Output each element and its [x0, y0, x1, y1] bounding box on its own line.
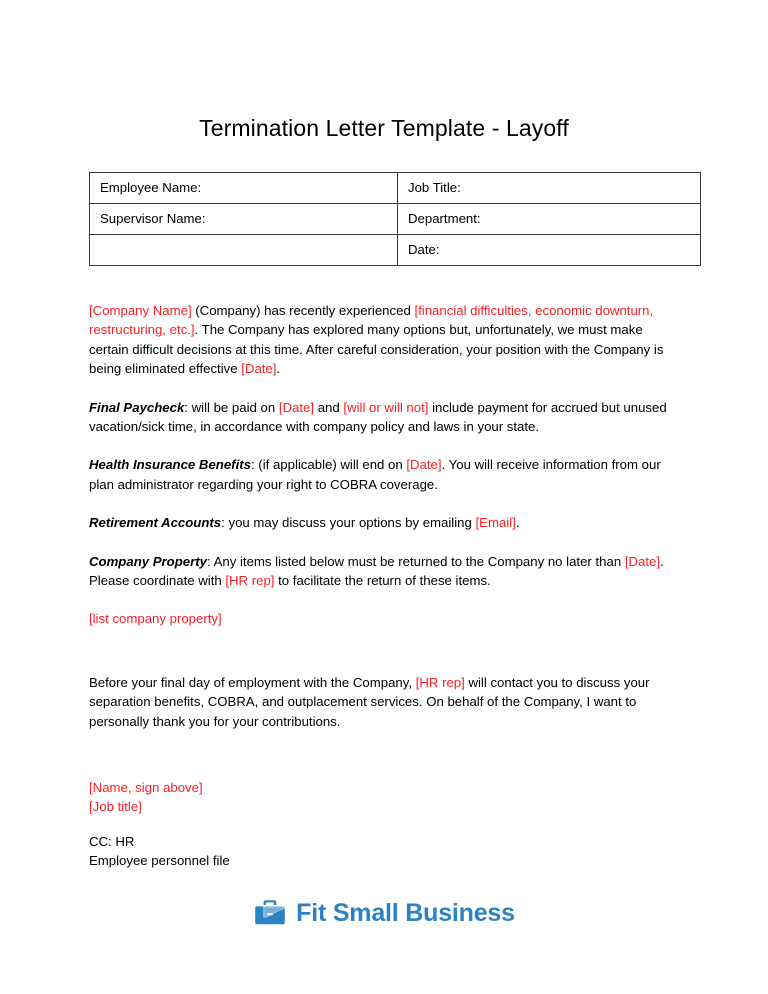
- placeholder-will-or-will-not[interactable]: [will or will not]: [343, 399, 429, 415]
- cc-block: [89, 832, 679, 871]
- employee-info-table: [89, 172, 701, 266]
- placeholder-email[interactable]: [Email]: [475, 515, 516, 531]
- retirement-text-1: : you may discuss your options by emailing: [221, 515, 476, 531]
- field-department[interactable]: Department:: [398, 204, 701, 235]
- placeholder-date-property[interactable]: [Date]: [624, 553, 660, 569]
- intro-text-2: . The Company has explored many options but, unfortunately, we must make certain difficult decisions at this time. After careful consideration, your position with the Company is being eliminated effective: [89, 322, 664, 377]
- label-health-insurance-benefits: Health Insurance Benefits: [89, 457, 251, 473]
- paragraph-final-paycheck: [89, 398, 679, 437]
- final-paycheck-text-2: and: [314, 399, 344, 415]
- label-final-paycheck: Final Paycheck: [89, 399, 185, 415]
- cc-line-hr: CC: HR: [89, 834, 135, 849]
- health-insurance-text-1: : (if applicable) will end on: [250, 457, 407, 473]
- paragraph-intro: [89, 301, 679, 379]
- label-retirement-accounts: Retirement Accounts: [89, 515, 222, 531]
- field-blank[interactable]: [90, 235, 398, 266]
- paragraph-company-property: [89, 552, 679, 591]
- table-row: [90, 173, 701, 204]
- table-row: [90, 235, 701, 266]
- field-employee-name[interactable]: Employee Name:: [90, 173, 398, 204]
- table-row: [90, 204, 701, 235]
- paragraph-retirement-accounts: [89, 513, 679, 532]
- intro-text-1: (Company) has recently experienced: [191, 303, 415, 318]
- paragraph-closing: [89, 673, 679, 731]
- intro-text-3: .: [276, 361, 281, 377]
- label-company-property: Company Property: [89, 553, 207, 569]
- placeholder-signer-name[interactable]: [Name, sign above]: [89, 780, 203, 795]
- final-paycheck-text-3: include payment for accrued but unused vacation/sick time, in accordance with company policy and laws in your state.: [89, 399, 667, 435]
- placeholder-list-company-property[interactable]: [list company property]: [89, 611, 222, 627]
- briefcase-icon: [253, 898, 287, 928]
- paragraph-health-insurance: [89, 455, 679, 494]
- retirement-text-2: .: [515, 515, 520, 531]
- company-property-text-3: to facilitate the return of these items.: [274, 573, 491, 589]
- page-title: Termination Letter Template - Layoff: [199, 115, 569, 141]
- field-supervisor-name[interactable]: Supervisor Name:: [90, 204, 398, 235]
- field-date[interactable]: Date:: [398, 235, 701, 266]
- placeholder-signer-job-title[interactable]: [Job title]: [89, 799, 142, 815]
- placeholder-date-paycheck[interactable]: [Date]: [278, 399, 315, 415]
- company-property-text-2: . Please coordinate with: [89, 553, 664, 589]
- final-paycheck-text-1: : will be paid on: [184, 399, 279, 415]
- health-insurance-text-2: . You will receive information from our plan administrator regarding your right to COBRA coverage.: [89, 457, 661, 492]
- placeholder-reason[interactable]: [financial difficulties, economic downturn, restructuring, etc.]: [89, 303, 654, 338]
- placeholder-date-health[interactable]: [Date]: [406, 457, 442, 473]
- placeholder-company-name[interactable]: [Company Name]: [89, 303, 192, 318]
- logo-wordmark: Fit Small Business: [296, 899, 515, 927]
- placeholder-hr-rep-closing[interactable]: [HR rep]: [415, 674, 465, 690]
- footer-logo: [0, 898, 768, 928]
- signature-block: [89, 778, 679, 817]
- letter-body: [89, 301, 679, 731]
- placeholder-date-effective[interactable]: [Date]: [241, 361, 277, 377]
- closing-text-2: will contact you to discuss your separation benefits, COBRA, and outplacement services. On behalf of the Company, I want to personally thank you for your contributions.: [89, 674, 650, 729]
- cc-line-personnel-file: Employee personnel file: [89, 853, 230, 869]
- company-property-text-1: : Any items listed below must be returned to the Company no later than: [206, 553, 625, 569]
- closing-text-1: Before your final day of employment with the Company,: [89, 674, 416, 690]
- field-job-title[interactable]: Job Title:: [398, 173, 701, 204]
- placeholder-hr-rep-property[interactable]: [HR rep]: [225, 573, 275, 589]
